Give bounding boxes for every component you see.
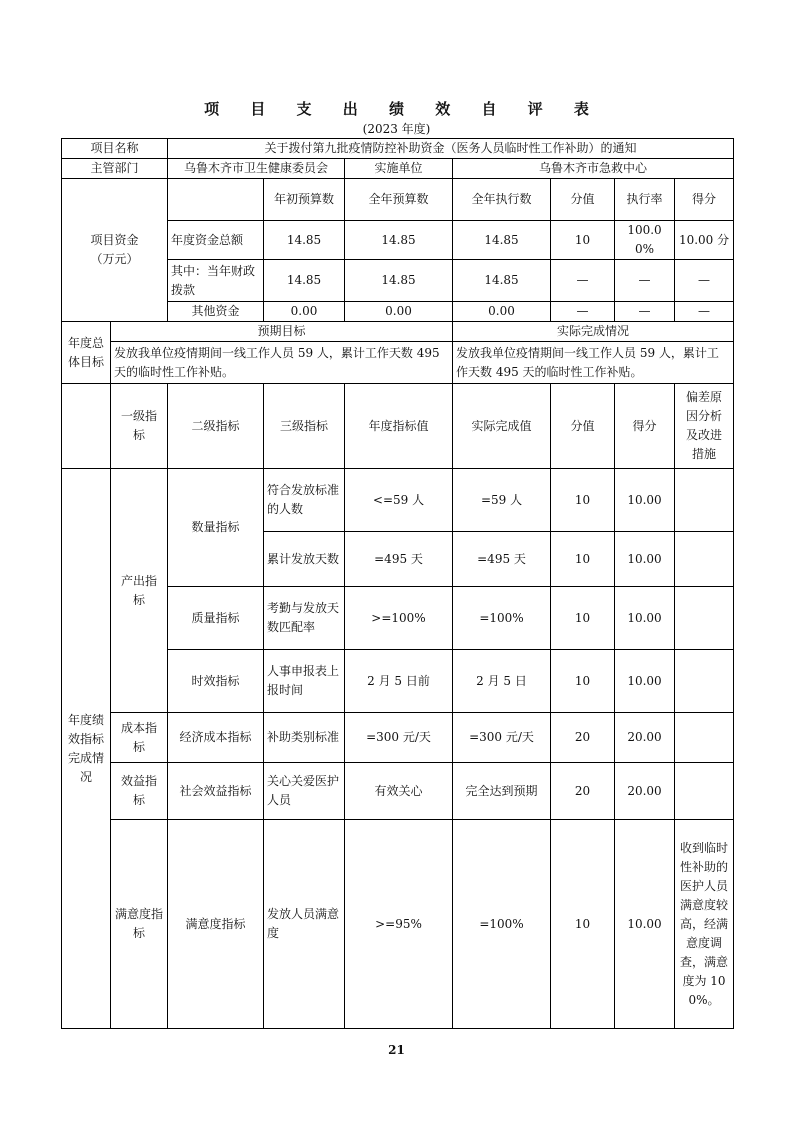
target-value: <=59 人 [345, 469, 453, 532]
actual-value: 完全达到预期 [453, 763, 551, 820]
indicator-header: 二级指标 [168, 384, 264, 469]
funds-header: 得分 [675, 179, 734, 221]
funds-row-label: 其他资金 [168, 302, 264, 322]
level2-timeliness: 时效指标 [168, 650, 264, 713]
actual-value: =300 元/天 [453, 713, 551, 763]
points-value: 10.00 [615, 469, 675, 532]
indicator-header: 三级指标 [264, 384, 345, 469]
target-value: 2 月 5 日前 [345, 650, 453, 713]
actual-value: =100% [453, 587, 551, 650]
project-name-label: 项目名称 [62, 139, 168, 159]
unit-value: 乌鲁木齐市急救中心 [453, 159, 734, 179]
funds-cell: 14.85 [345, 221, 453, 260]
funds-cell: — [551, 260, 615, 302]
funds-cell: — [675, 302, 734, 322]
points-value: 10.00 [615, 587, 675, 650]
level1-benefit: 效益指标 [111, 763, 168, 820]
actual-goal-text: 发放我单位疫情期间一线工作人员 59 人，累计工作天数 495 天的临时性工作补贴。 [453, 342, 734, 384]
deviation-note [675, 650, 734, 713]
points-value: 10.00 [615, 650, 675, 713]
score-value: 10 [551, 469, 615, 532]
indicator-header: 年度指标值 [345, 384, 453, 469]
level3-indicator: 符合发放标准的人数 [264, 469, 345, 532]
level2-social-benefit: 社会效益指标 [168, 763, 264, 820]
funds-header: 分值 [551, 179, 615, 221]
level3-indicator: 考勤与发放天数匹配率 [264, 587, 345, 650]
points-value: 10.00 [615, 532, 675, 587]
funds-header: 年初预算数 [264, 179, 345, 221]
expected-goal-label: 预期目标 [111, 322, 453, 342]
dept-value: 乌鲁木齐市卫生健康委员会 [168, 159, 345, 179]
funds-header-blank [168, 179, 264, 221]
page-number: 21 [388, 1043, 405, 1057]
funds-label: 项目资金 （万元） [62, 179, 168, 322]
funds-cell: — [615, 302, 675, 322]
level2-economic-cost: 经济成本指标 [168, 713, 264, 763]
level2-quantity: 数量指标 [168, 469, 264, 587]
level1-cost: 成本指标 [111, 713, 168, 763]
target-value: >=100% [345, 587, 453, 650]
page-title: 项 目 支 出 绩 效 自 评 表 [204, 100, 602, 118]
score-value: 10 [551, 650, 615, 713]
funds-row-label: 年度资金总额 [168, 221, 264, 260]
funds-header: 全年预算数 [345, 179, 453, 221]
deviation-note [675, 713, 734, 763]
funds-header: 执行率 [615, 179, 675, 221]
score-value: 20 [551, 713, 615, 763]
points-value: 10.00 [615, 820, 675, 1029]
funds-cell: 10 [551, 221, 615, 260]
actual-goal-label: 实际完成情况 [453, 322, 734, 342]
fiscal-year: (2023 年度) [362, 122, 431, 136]
level3-indicator: 关心关爱医护人员 [264, 763, 345, 820]
level3-indicator: 人事申报表上报时间 [264, 650, 345, 713]
funds-cell: 14.85 [453, 260, 551, 302]
funds-cell: 14.85 [264, 260, 345, 302]
performance-evaluation-table [61, 138, 734, 1029]
indicator-header: 一级指标 [111, 384, 168, 469]
indicator-header: 分值 [551, 384, 615, 469]
funds-cell: 0.00 [345, 302, 453, 322]
indicator-header-blank [62, 384, 111, 469]
level3-indicator: 发放人员满意度 [264, 820, 345, 1029]
actual-value: 2 月 5 日 [453, 650, 551, 713]
points-value: 20.00 [615, 763, 675, 820]
funds-cell: 14.85 [453, 221, 551, 260]
target-value: =300 元/天 [345, 713, 453, 763]
funds-cell: 0.00 [264, 302, 345, 322]
dept-label: 主管部门 [62, 159, 168, 179]
level1-output: 产出指标 [111, 469, 168, 713]
points-value: 20.00 [615, 713, 675, 763]
funds-cell: — [615, 260, 675, 302]
funds-header: 全年执行数 [453, 179, 551, 221]
deviation-note [675, 469, 734, 532]
funds-cell: — [551, 302, 615, 322]
funds-cell: 0.00 [453, 302, 551, 322]
deviation-note [675, 587, 734, 650]
level2-quality: 质量指标 [168, 587, 264, 650]
level2-satisfaction: 满意度指标 [168, 820, 264, 1029]
target-value: >=95% [345, 820, 453, 1029]
target-value: =495 天 [345, 532, 453, 587]
level3-indicator: 补助类别标准 [264, 713, 345, 763]
deviation-note [675, 763, 734, 820]
funds-cell: 100.00% [615, 221, 675, 260]
level3-indicator: 累计发放天数 [264, 532, 345, 587]
funds-cell: 14.85 [345, 260, 453, 302]
target-value: 有效关心 [345, 763, 453, 820]
unit-label: 实施单位 [345, 159, 453, 179]
funds-cell: 14.85 [264, 221, 345, 260]
score-value: 10 [551, 587, 615, 650]
indicator-header: 偏差原因分析及改进措施 [675, 384, 734, 469]
indicators-section-label: 年度绩效指标完成情况 [62, 469, 111, 1029]
deviation-note [675, 532, 734, 587]
score-value: 20 [551, 763, 615, 820]
expected-goal-text: 发放我单位疫情期间一线工作人员 59 人，累计工作天数 495 天的临时性工作补贴。 [111, 342, 453, 384]
actual-value: =59 人 [453, 469, 551, 532]
score-value: 10 [551, 532, 615, 587]
indicator-header: 实际完成值 [453, 384, 551, 469]
funds-cell: — [675, 260, 734, 302]
actual-value: =495 天 [453, 532, 551, 587]
score-value: 10 [551, 820, 615, 1029]
deviation-note: 收到临时性补助的医护人员满意度较高，经满意度调查，满意度为 100%。 [675, 820, 734, 1029]
level1-satisfaction: 满意度指标 [111, 820, 168, 1029]
project-name: 关于拨付第九批疫情防控补助资金（医务人员临时性工作补助）的通知 [168, 139, 734, 159]
funds-cell: 10.00 分 [675, 221, 734, 260]
funds-row-label: 其中：当年财政拨款 [168, 260, 264, 302]
goals-label: 年度总体目标 [62, 322, 111, 384]
actual-value: =100% [453, 820, 551, 1029]
indicator-header: 得分 [615, 384, 675, 469]
